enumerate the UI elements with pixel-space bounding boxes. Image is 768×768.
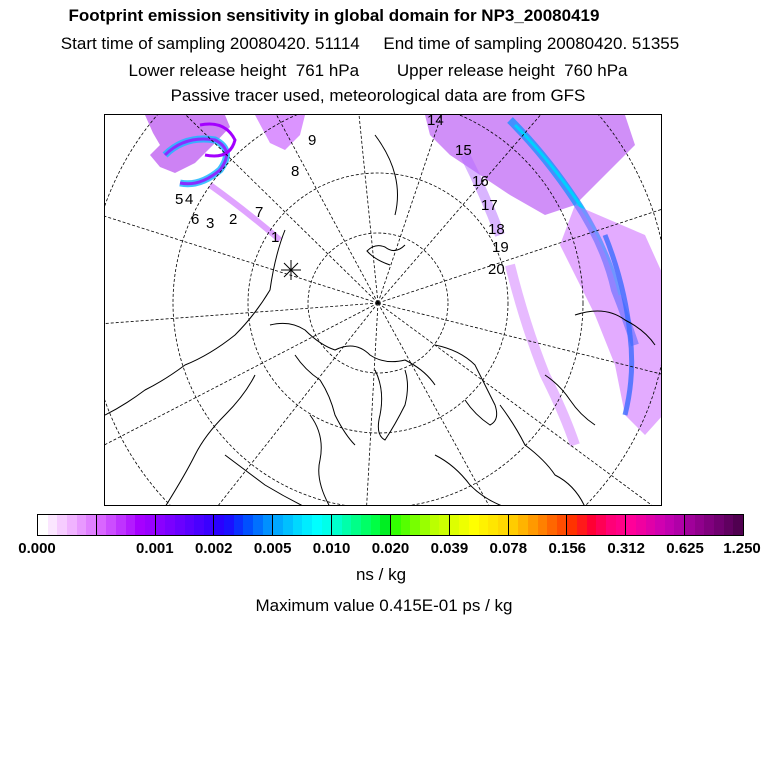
colorbar-cell <box>204 515 214 535</box>
colorbar-cell <box>596 515 606 535</box>
colorbar-cell <box>430 515 440 535</box>
colorbar-segment <box>213 515 272 535</box>
colorbar-tick-label: 0.010 <box>312 540 351 557</box>
colorbar-cell <box>401 515 411 535</box>
colorbar-cell <box>665 515 675 535</box>
colorbar-cell <box>263 515 273 535</box>
colorbar-cell <box>420 515 430 535</box>
colorbar-cell <box>704 515 714 535</box>
colorbar-tick-label: 0.000 <box>18 540 56 557</box>
track-label-14: 14 <box>427 115 444 129</box>
colorbar-tick-label: 0.020 <box>371 540 410 557</box>
colorbar-cell <box>106 515 116 535</box>
colorbar-cell <box>410 515 420 535</box>
colorbar-segment <box>390 515 449 535</box>
colorbar-cell <box>450 515 460 535</box>
colorbar-cell <box>38 515 48 535</box>
colorbar-cell <box>626 515 636 535</box>
colorbar-cell <box>293 515 303 535</box>
colorbar-cell <box>67 515 77 535</box>
colorbar-segment <box>684 515 743 535</box>
colorbar-tick-label: 0.005 <box>253 540 292 557</box>
colorbar-segment <box>625 515 684 535</box>
colorbar-cell <box>194 515 204 535</box>
colorbar-cell <box>312 515 322 535</box>
colorbar-cell <box>156 515 166 535</box>
colorbar-cell <box>439 515 449 535</box>
tracer-note: Passive tracer used, meteorological data are from GFS <box>170 86 586 105</box>
colorbar-cell <box>283 515 293 535</box>
colorbar-segment <box>508 515 567 535</box>
colorbar-tick-label: 0.078 <box>489 540 528 557</box>
colorbar-cell <box>234 515 244 535</box>
track-label-3: 3 <box>206 215 215 232</box>
colorbar-cell <box>518 515 528 535</box>
colorbar-cell <box>175 515 185 535</box>
colorbar-cell <box>361 515 371 535</box>
track-label-4: 4 <box>185 191 194 208</box>
colorbar-cell <box>332 515 342 535</box>
maximum-value: Maximum value 0.415E-01 ps / kg <box>255 596 513 615</box>
colorbar-cell <box>733 515 743 535</box>
release-site-asterisk <box>281 260 301 280</box>
colorbar-segment <box>38 515 96 535</box>
colorbar-cell <box>479 515 489 535</box>
colorbar-cell <box>674 515 684 535</box>
colorbar-tick-label: 0.625 <box>666 540 704 557</box>
track-label-19: 19 <box>492 239 509 256</box>
colorbar-tick-label: 0.312 <box>607 540 645 557</box>
colorbar-cell <box>145 515 155 535</box>
plot-title: Footprint emission sensitivity in global domain for NP3_20080419 <box>68 6 600 25</box>
colorbar-cell <box>86 515 96 535</box>
colorbar-cell <box>116 515 126 535</box>
colorbar-cell <box>135 515 145 535</box>
track-label-2: 2 <box>229 211 238 228</box>
sensitivity-field <box>145 115 662 445</box>
track-label-1: 1 <box>271 229 280 246</box>
colorbar-cell <box>498 515 508 535</box>
colorbar-cell <box>695 515 705 535</box>
track-label-7: 7 <box>255 204 264 221</box>
colorbar-cell <box>243 515 253 535</box>
colorbar-cell <box>165 515 175 535</box>
track-label-17: 17 <box>481 197 498 214</box>
colorbar-segment <box>331 515 390 535</box>
colorbar-cell <box>655 515 665 535</box>
colorbar-cell <box>253 515 263 535</box>
colorbar-cell <box>48 515 58 535</box>
colorbar-cell <box>97 515 107 535</box>
colorbar-tick-label: 0.156 <box>548 540 587 557</box>
release-heights: Lower release height 761 hPa Upper release height 760 hPa <box>128 61 628 80</box>
colorbar-cell <box>685 515 695 535</box>
colorbar-cell <box>646 515 656 535</box>
colorbar-cell <box>302 515 312 535</box>
colorbar-cell <box>577 515 587 535</box>
track-label-8: 8 <box>291 163 300 180</box>
colorbar-cell <box>185 515 195 535</box>
colorbar-tick-label: 0.002 <box>194 540 233 557</box>
colorbar-cell <box>57 515 67 535</box>
colorbar-tick-label: 0.039 <box>430 540 469 557</box>
track-label-15: 15 <box>455 142 472 159</box>
colorbar-cell <box>636 515 646 535</box>
sampling-times: Start time of sampling 20080420. 51114 End time of sampling 20080420. 51355 <box>60 34 680 53</box>
track-label-16: 16 <box>472 173 489 190</box>
colorbar-cell <box>371 515 381 535</box>
track-label-9: 9 <box>308 132 317 149</box>
colorbar-cell <box>567 515 577 535</box>
colorbar-cell <box>488 515 498 535</box>
colorbar-segment <box>155 515 214 535</box>
colorbar-cell <box>214 515 224 535</box>
colorbar-cell <box>538 515 548 535</box>
track-label-5: 5 <box>175 191 184 208</box>
colorbar-segment <box>272 515 331 535</box>
colorbar-cell <box>391 515 401 535</box>
colorbar-segment <box>449 515 508 535</box>
colorbar-tick-label: 1.250 <box>723 540 761 557</box>
track-label-20: 20 <box>488 261 505 278</box>
colorbar-segment <box>96 515 155 535</box>
track-label-18: 18 <box>488 221 505 238</box>
colorbar-cell <box>77 515 87 535</box>
colorbar <box>37 514 744 536</box>
colorbar-cell <box>273 515 283 535</box>
colorbar-cell <box>126 515 136 535</box>
colorbar-cell <box>724 515 734 535</box>
polar-stereographic-map <box>104 114 662 506</box>
colorbar-units: ns / kg <box>355 565 407 584</box>
colorbar-cell <box>606 515 616 535</box>
colorbar-tick-label: 0.001 <box>136 540 174 557</box>
colorbar-cell <box>616 515 626 535</box>
colorbar-segment <box>566 515 625 535</box>
colorbar-cell <box>469 515 479 535</box>
colorbar-cell <box>528 515 538 535</box>
map-canvas <box>105 115 662 506</box>
colorbar-cell <box>380 515 390 535</box>
colorbar-cell <box>224 515 234 535</box>
colorbar-cell <box>322 515 332 535</box>
colorbar-cell <box>557 515 567 535</box>
colorbar-cell <box>547 515 557 535</box>
track-label-6: 6 <box>191 211 200 228</box>
colorbar-cell <box>509 515 519 535</box>
colorbar-cell <box>342 515 352 535</box>
colorbar-cell <box>587 515 597 535</box>
colorbar-cell <box>714 515 724 535</box>
colorbar-cell <box>459 515 469 535</box>
colorbar-cell <box>351 515 361 535</box>
